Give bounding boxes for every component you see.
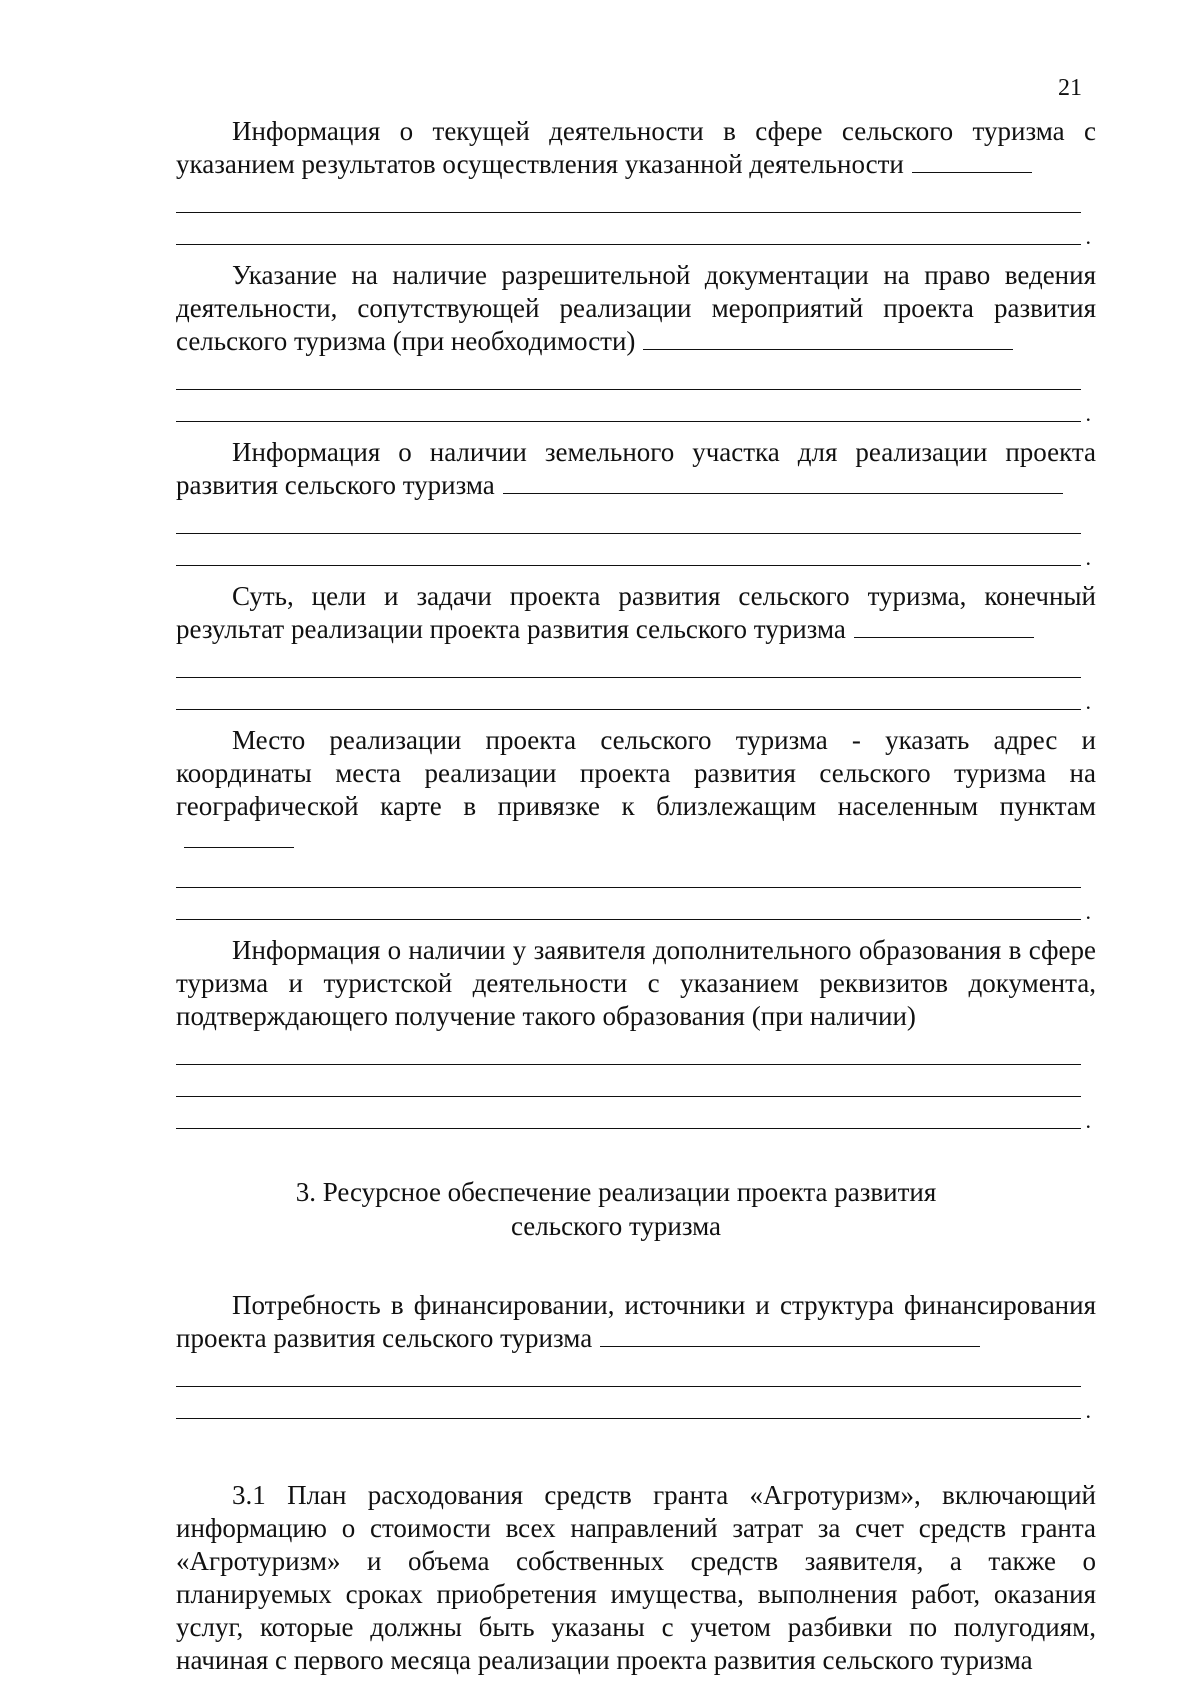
blank-line[interactable] [176,358,1081,390]
section-text: 3.1 План расходования средств гранта «Агротуризм», включающий информацию о стоимости всех направлений затрат за счет средств гранта «Агротуризм» и объема собственных средств заявителя, а также о планируемых сроках приобретения имущества, выполнения работ, оказания услуг, которые должны быть указаны с учетом разбивки по полугодиям, начиная с первого месяца реализации проекта развития сельского туризма [176,1480,1096,1675]
section-text: Указание на наличие разрешительной документации на право ведения деятельности, сопутствующей реализации мероприятий проекта развития сельского туризма (при необходимости) [176,260,1096,356]
blank-line[interactable] [176,181,1081,213]
blank-line[interactable] [176,1097,1081,1129]
section-current-activity [176,115,1096,245]
fill-line[interactable] [600,1345,980,1347]
blank-line[interactable] [176,534,1081,566]
fill-line[interactable] [912,171,1032,173]
blank-line[interactable] [176,1065,1081,1097]
fill-line[interactable] [184,846,294,848]
section-education [176,934,1096,1129]
blank-line[interactable] [176,1387,1081,1419]
fill-line[interactable] [503,492,1063,494]
page-number: 21 [1058,75,1082,101]
section-text: Информация о наличии у заявителя дополнительного образования в сфере туризма и туристской деятельности с указанием реквизитов документа, подтверждающего получение такого образования (при наличии) [176,935,1096,1031]
blank-line[interactable] [176,678,1081,710]
blank-line[interactable] [176,502,1081,534]
blank-line[interactable] [176,888,1081,920]
fill-line[interactable] [643,348,1013,350]
section-financing [176,1289,1096,1419]
section-text: Информация о текущей деятельности в сфере сельского туризма с указанием результатов осуществления указанной деятельности [176,116,1096,179]
blank-line[interactable] [176,390,1081,422]
section-text: Место реализации проекта сельского туризма - указать адрес и координаты места реализации проекта развития сельского туризма на географической карте в привязке к близлежащим населенным пунктам [176,725,1096,821]
section-text: Потребность в финансировании, источники и структура финансирования проекта развития сельского туризма [176,1290,1096,1353]
section-permits [176,259,1096,422]
blank-line[interactable] [176,646,1081,678]
section-land-plot [176,436,1096,566]
blank-line[interactable] [176,1355,1081,1387]
section-project-goals [176,580,1096,710]
section-text: Суть, цели и задачи проекта развития сельского туризма, конечный результат реализации проекта развития сельского туризма [176,581,1096,644]
section-spending-plan [176,1479,1096,1677]
blank-line[interactable] [176,213,1081,245]
section-heading [176,1175,1096,1243]
blank-line[interactable] [176,1033,1081,1065]
document-body [176,115,1096,1677]
heading-line-2: сельского туризма [510,1211,722,1241]
heading-line-1: 3. Ресурсное обеспечение реализации проекта развития [295,1177,937,1207]
fill-line[interactable] [854,636,1034,638]
section-text: Информация о наличии земельного участка для реализации проекта развития сельского туризма [176,437,1096,500]
section-project-location [176,724,1096,920]
blank-line[interactable] [176,856,1081,888]
